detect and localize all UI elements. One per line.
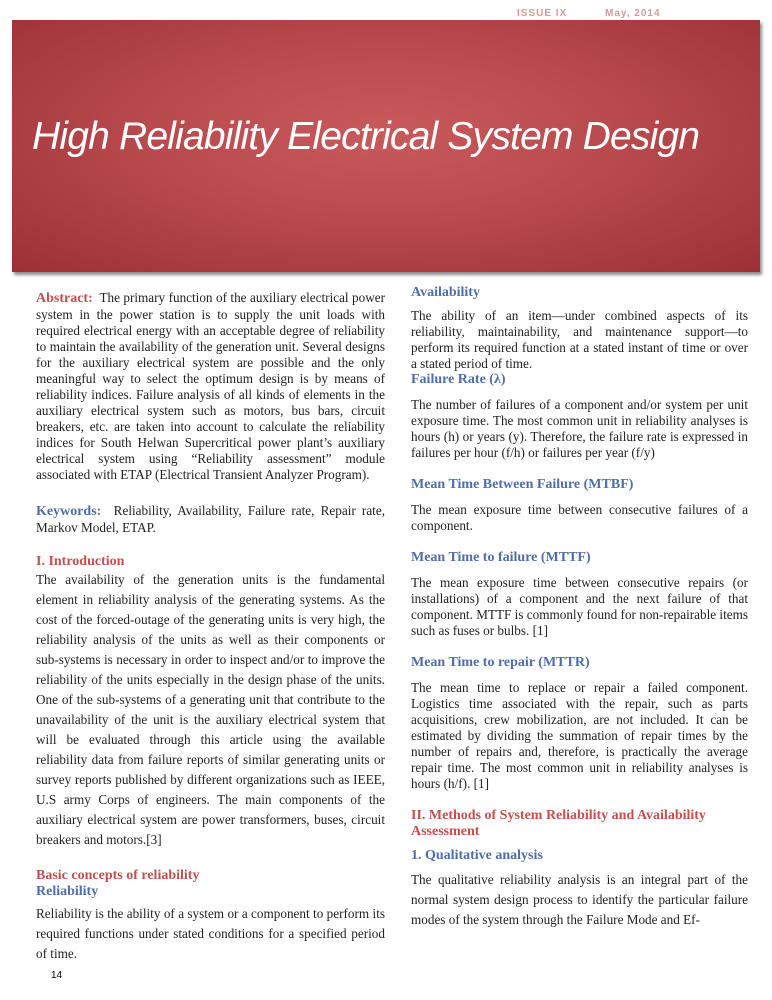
keywords-text: Reliability, Availability, Failure rate, Repair rate, Markov Model, ETAP. xyxy=(36,503,385,535)
mttf-heading: Mean Time to failure (MTTF) xyxy=(411,550,591,565)
page-number: 14 xyxy=(51,970,63,981)
page-header xyxy=(0,6,772,22)
reliability-heading: Reliability xyxy=(36,884,99,899)
qualitative-analysis-text: The qualitative reliability analysis is an integral part of the normal system design process to identify the particular failure modes of the system through the Failure Mode and Ef- xyxy=(411,872,748,927)
mttr-text: The mean time to replace or repair a failed component. Logistics time associated with the repair, such as parts acquisitions, crew mobilization, are not included. It can be estimated by dividing the summation of repair times by the number of repairs and, therefore, is practically the average repair time. The most common unit in reliability analyses is hours (h/f). [1] xyxy=(411,680,748,791)
keywords-paragraph xyxy=(36,503,385,536)
availability-heading: Availability xyxy=(411,285,480,300)
introduction-text: The availability of the generation units is the fundamental element in reliability analysis of the generating systems. As the cost of the forced-outage of the generating units is very high, the reliability analysis of the units as well as their components or sub-systems is necessary in order to inspect and/or to improve the reliability of the units especially in the design phase of the units. One of the sub-systems of a generating unit that contribute to the unavailability of the unit is the auxiliary electrical system that will be evaluated through this article using the available reliability data from failure reports of similar generating units or survey reports published by different organizations such as IEEE, U.S army Corps of engineers. The main components of the auxiliary electrical system are power transformers, buses, circuit breakers and motors.[3] xyxy=(36,572,385,847)
abstract-label: Abstract: xyxy=(36,291,93,306)
availability-text: The ability of an item—under combined aspects of its reliability, maintainability, and maintenance support—to perform its required function at a stated instant of time or over a stated period of time. xyxy=(411,308,748,371)
keywords-label: Keywords: xyxy=(36,504,102,519)
failure-rate-heading: Failure Rate (λ) xyxy=(411,372,506,387)
article-title: High Reliability Electrical System Design xyxy=(32,115,700,158)
section2-heading: II. Methods of System Reliability and Availability Assessment xyxy=(411,808,706,839)
mttf-text: The mean exposure time between consecutive repairs (or installations) of a component and the next failure of that component. MTTF is commonly found for non-repairable items such as fuses or bulbs. [1] xyxy=(411,575,748,638)
mtbf-text: The mean exposure time between consecutive failures of a component. xyxy=(411,502,748,533)
qualitative-analysis-heading: 1. Qualitative analysis xyxy=(411,848,543,863)
magazine-name: PGESCo Engineering Magazine xyxy=(302,8,452,19)
basic-concepts-heading: Basic concepts of reliability xyxy=(36,868,200,883)
title-banner xyxy=(12,20,760,272)
left-column xyxy=(36,290,385,964)
abstract-text: The primary function of the auxiliary electrical power system in the power station is to supply the unit loads with required electrical energy with an acceptable degree of reliability to maintain the availability of the generation unit. Several designs for the auxiliary electrical system are possible and the only meaningful way to select the optimum design is by means of reliability indices. Failure analysis of all kinds of elements in the auxiliary electrical system such as motors, bus bars, circuit breakers, etc. are taken into account to calculate the reliability indices for South Helwan Supercritical power plant’s auxiliary electrical system using “Reliability assessment” module associated with ETAP (Electrical Transient Analyzer Program). xyxy=(36,290,386,482)
abstract-paragraph xyxy=(36,290,385,483)
issue-label: ISSUE IX xyxy=(517,8,568,19)
failure-rate-text: The number of failures of a component and/or system per unit exposure time. The most common unit in reliability analyses is hours (h) or years (y). Therefore, the failure rate is expressed in failures per hour (f/h) or failures per year (f/y) xyxy=(411,397,748,460)
introduction-heading: I. Introduction xyxy=(36,554,125,569)
right-column xyxy=(411,285,748,930)
mtbf-heading: Mean Time Between Failure (MTBF) xyxy=(411,477,634,492)
reliability-text: Reliability is the ability of a system or a component to perform its required functions under stated conditions for a specified period of time. xyxy=(36,906,385,961)
issue-date: May, 2014 xyxy=(605,8,661,19)
mttr-heading: Mean Time to repair (MTTR) xyxy=(411,655,590,670)
